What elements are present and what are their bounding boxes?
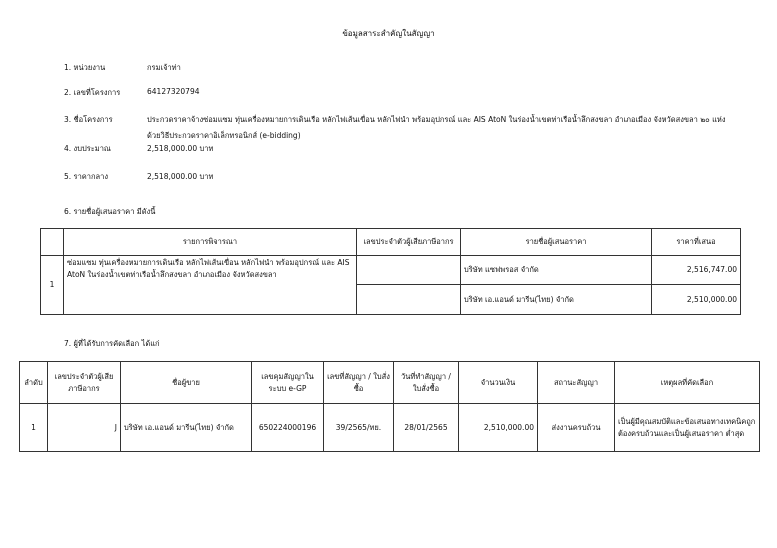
- header-tax-id: เลขประจำตัวผู้เสียภาษีอากร: [357, 229, 461, 256]
- header-bidder-name: รายชื่อผู้เสนอราคา: [461, 229, 652, 256]
- table-row: [41, 256, 741, 285]
- info-value-project-number: 64127320794: [147, 87, 200, 96]
- header-item: รายการพิจารณา: [64, 229, 357, 256]
- winner-selection-reason: เป็นผู้มีคุณสมบัติและข้อเสนอทางเทคนิคถูกต้องครบถ้วนและเป็นผู้เสนอราคา ต่ำสุด: [615, 404, 760, 452]
- header-contract-status: สถานะสัญญา: [538, 362, 615, 404]
- header-contract-date: วันที่ทำสัญญา / ใบสั่งซื้อ: [394, 362, 459, 404]
- info-value-project-name: ประกวดราคาจ้างซ่อมแซม ทุ่นเครื่องหมายการเดินเรือ หลักไฟเส้นเขื่อน หลักไฟนำ พร้อมอุปกรณ์ และ AIS AtoN ในร่องน้ำเขตท่าเรือน้ำลึกสงขลา อำเภอเมือง จังหวัดสงขลา ๒๐ แห่ง: [147, 115, 726, 124]
- page-title: ข้อมูลสาระสำคัญในสัญญา: [342, 29, 435, 38]
- info-label-budget: 4. งบประมาณ: [64, 144, 111, 153]
- winner-contract-date: 28/01/2565: [394, 404, 459, 452]
- bidder-tax-id: [357, 256, 461, 285]
- header-seller: ชื่อผู้ขาย: [121, 362, 252, 404]
- winner-egp-number: 650224000196: [252, 404, 324, 452]
- header-contract-number: เลขที่สัญญา / ใบสั่งซื้อ: [324, 362, 394, 404]
- info-value-median-price: 2,518,000.00 บาท: [147, 172, 214, 181]
- info-label-project-name: 3. ชื่อโครงการ: [64, 115, 113, 124]
- bidders-item-description: ซ่อมแซม ทุ่นเครื่องหมายการเดินเรือ หลักไฟเส้นเขื่อน หลักไฟนำ พร้อมอุปกรณ์ และ AIS AtoN ในร่องน้ำเขตท่าเรือน้ำลึกสงขลา อำเภอเมือง จังหวัดสงขลา: [64, 256, 357, 315]
- winner-seller: บริษัท เอ.แอนด์ มารีน(ไทย) จำกัด: [121, 404, 252, 452]
- bidder-price: 2,510,000.00: [652, 285, 741, 315]
- bidders-heading: 6. รายชื่อผู้เสนอราคา มีดังนี้: [64, 207, 156, 216]
- bidders-table: [40, 228, 741, 315]
- header-amount: จำนวนเงิน: [459, 362, 538, 404]
- bidder-name: บริษัท เอ.แอนด์ มารีน(ไทย) จำกัด: [461, 285, 652, 315]
- header-egp-number: เลขคุมสัญญาในระบบ e-GP: [252, 362, 324, 404]
- winner-tax-id: J: [48, 404, 121, 452]
- winner-contract-number: 39/2565/ทย.: [324, 404, 394, 452]
- info-label-median-price: 5. ราคากลาง: [64, 172, 109, 181]
- bidders-row-number: 1: [41, 256, 64, 315]
- bidder-tax-id: [357, 285, 461, 315]
- winner-contract-status: ส่งงานครบถ้วน: [538, 404, 615, 452]
- info-value-budget: 2,518,000.00 บาท: [147, 144, 214, 153]
- info-value-agency: กรมเจ้าท่า: [147, 63, 181, 72]
- winner-heading: 7. ผู้ที่ได้รับการคัดเลือก ได้แก่: [64, 339, 160, 348]
- winner-amount: 2,510,000.00: [459, 404, 538, 452]
- bidder-name: บริษัท แซฟพรอส จำกัด: [461, 256, 652, 285]
- info-label-agency: 1. หน่วยงาน: [64, 63, 106, 72]
- winner-table: [19, 361, 760, 452]
- winner-seq: 1: [20, 404, 48, 452]
- info-label-project-number: 2. เลขที่โครงการ: [64, 88, 121, 97]
- header-seq: ลำดับ: [20, 362, 48, 404]
- header-tax-id: เลขประจำตัวผู้เสียภาษีอากร: [48, 362, 121, 404]
- header-selection-reason: เหตุผลที่คัดเลือก: [615, 362, 760, 404]
- header-offer-price: ราคาที่เสนอ: [652, 229, 741, 256]
- table-row: [20, 404, 760, 452]
- bidder-price: 2,516,747.00: [652, 256, 741, 285]
- info-value-project-name-line2: ด้วยวิธีประกวดราคาอิเล็กทรอนิกส์ (e-bidding): [147, 131, 301, 140]
- winner-header-row: [20, 362, 760, 404]
- bidders-header-row: [41, 229, 741, 256]
